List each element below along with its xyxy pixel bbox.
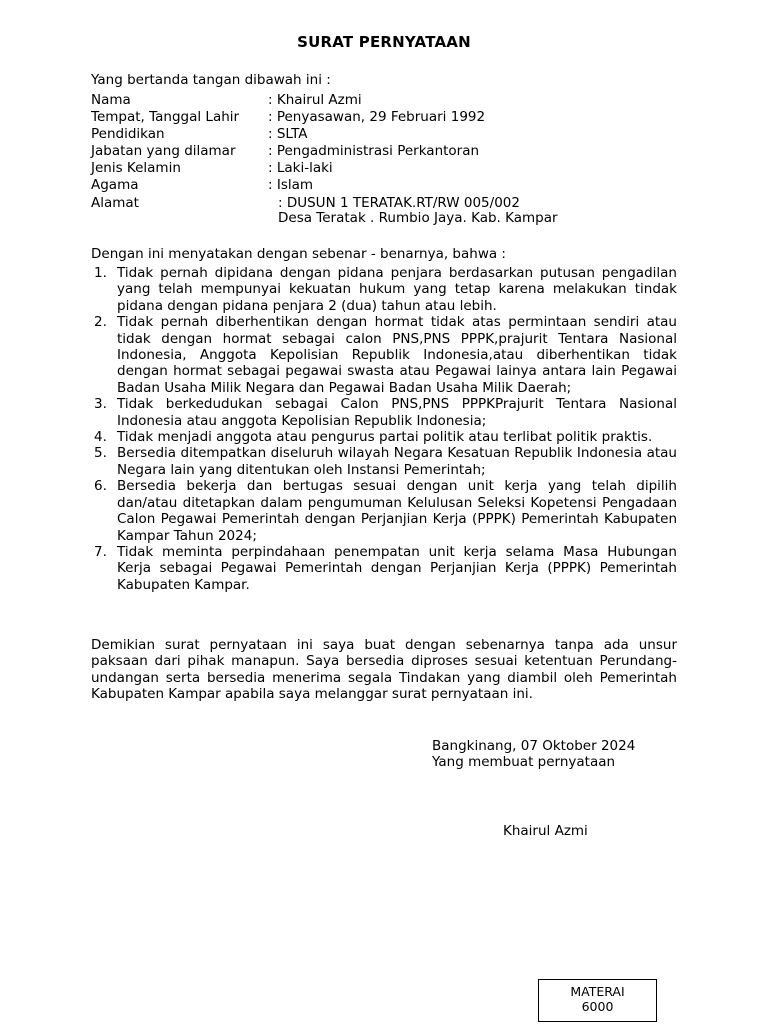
list-item [91,314,677,396]
field-value: : SLTA [268,126,308,142]
item-text: Bersedia bekerja dan bertugas sesuai dengan unit kerja yang telah dipilih dan/atau ditetapkan dalam pengumuman Kelulusan Seleksi Kopetensi Pengadaan Calon Pegawai Pemerintah dengan Perjanjian Kerja (PPPK) Pemerintah Kabupaten Kampar Tahun 2024; [117,478,677,544]
item-text: Tidak menjadi anggota atau pengurus partai politik atau terlibat politik praktis. [117,429,653,446]
item-number: 3. [94,396,107,413]
field-label: Tempat, Tanggal Lahir [91,109,240,125]
signer-name: Khairul Azmi [503,823,588,839]
field-value: : Islam [268,177,314,193]
statement-intro: Dengan ini menyatakan dengan sebenar - benarnya, bahwa : [91,246,506,262]
item-number: 1. [94,265,107,281]
list-item [91,265,677,314]
materai-value: 6000 [581,999,614,1014]
list-item [91,429,677,445]
field-label: Nama [91,92,131,108]
item-number: 4. [94,429,107,446]
item-text: Tidak meminta perpindahaan penempatan unit kerja selama Masa Hubungan Kerja sebagai Pegawai Pemerintah dengan Perjanjian Kerja (PPPK) Pemerintah Kabupaten Kampar. [117,543,677,593]
field-row [91,126,485,143]
item-number: 2. [94,314,107,331]
item-number: 7. [94,543,107,560]
address-row [91,196,558,226]
field-value: : Khairul Azmi [268,92,362,108]
item-text: Tidak berkedudukan sebagai Calon PNS,PNS PPPKPrajurit Tentara Nasional Indonesia atau anggota Kepolisian Republik Indonesia; [117,396,677,429]
field-label: Pendidikan [91,126,165,142]
field-row [91,92,485,109]
field-row [91,177,485,194]
list-item [91,478,677,544]
item-text: Bersedia ditempatkan diseluruh wilayah Negara Kesatuan Republik Indonesia atau Negara lain yang ditentukan oleh Instansi Pemerintah; [117,445,677,478]
closing-paragraph: Demikian surat pernyataan ini saya buat dengan sebenarnya tanpa ada unsur paksaan dari pihak manapun. Saya bersedia diproses sesuai ketentuan Perundang-undangan serta bersedia menerima segala Tindakan yang diambil oleh Pemerintah Kabupaten Kampar apabila saya melanggar surat pernyataan ini. [91,637,677,703]
statement-list [91,265,677,593]
field-label: Jenis Kelamin [91,160,181,176]
list-item [91,445,677,478]
materai-stamp-box [538,979,657,1022]
address-line-2: Desa Teratak . Rumbio Jaya. Kab. Kampar [278,210,558,226]
list-item [91,396,677,429]
field-label: Jabatan yang dilamar [91,143,236,159]
identity-fields [91,92,485,194]
address-value [278,196,558,226]
materai-label: MATERAI [570,984,625,999]
intro-text: Yang bertanda tangan dibawah ini : [91,72,331,88]
field-row [91,109,485,126]
field-value: : Pengadministrasi Perkantoran [268,143,480,159]
signature-role: Yang membuat pernyataan [432,754,616,770]
item-text: Tidak pernah diberhentikan dengan hormat tidak atas permintaan sendiri atau tidak dengan hormat sebagai calon PNS,PNS PPPK,prajurit Tentara Nasional Indonesia, Anggota Kepolisian Republik Indonesia,atau diberhentikan tidak dengan hormat sebagai pegawai swasta atau Pegawai lainya antara lain Pegawai Badan Usaha Milik Negara dan Pegawai Badan Usaha Milik Daerah; [117,314,677,396]
signature-block [432,738,635,770]
field-value: : Laki-laki [268,160,333,176]
signature-place-date: Bangkinang, 07 Oktober 2024 [432,738,636,754]
field-value: : Penyasawan, 29 Februari 1992 [268,109,486,125]
field-row [91,160,485,177]
field-label: Agama [91,177,139,193]
item-text: Tidak pernah dipidana dengan pidana penjara berdasarkan putusan pengadilan yang telah mempunyai kekuatan hukum yang tetap karena melakukan tindak pidana dengan pidana penjara 2 (dua) tahun atau lebih. [117,265,677,314]
address-line-1: : DUSUN 1 TERATAK.RT/RW 005/002 [278,195,520,211]
item-number: 5. [94,445,107,462]
document-title: SURAT PERNYATAAN [297,33,471,51]
item-number: 6. [94,478,107,495]
field-row [91,143,485,160]
list-item [91,544,677,593]
address-label: Alamat [91,195,139,211]
